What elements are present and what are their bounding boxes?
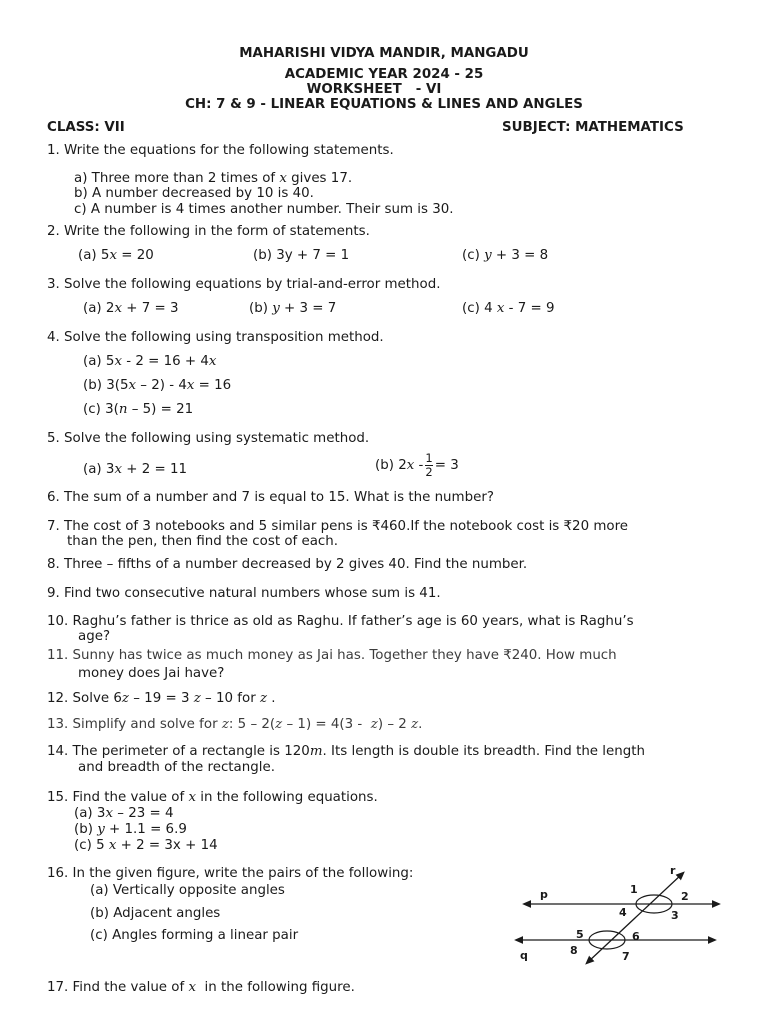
question-16b: (b) Adjacent angles: [90, 906, 221, 921]
question-17: 17. Find the value of x in the following figure.: [47, 980, 355, 995]
angle-label-5: 5: [576, 928, 584, 941]
school-name: MAHARISHI VIDYA MANDIR, MANGADU: [239, 46, 529, 61]
question-5: 5. Solve the following using systematic method.: [47, 431, 370, 446]
question-16c: (c) Angles forming a linear pair: [90, 928, 299, 943]
chapter-title: CH: 7 & 9 - LINEAR EQUATIONS & LINES AND ANGLES: [185, 97, 583, 112]
fraction-one-half: $\frac{1}{2}$: [425, 451, 433, 479]
angle-label-8: 8: [570, 944, 578, 957]
angle-label-3: 3: [671, 909, 679, 922]
angle-label-2: 2: [681, 890, 689, 903]
question-2a: (a) 5x = 20: [78, 248, 154, 263]
subject-label: SUBJECT: MATHEMATICS: [502, 120, 684, 135]
question-9: 9. Find two consecutive natural numbers whose sum is 41.: [47, 586, 441, 601]
question-16a: (a) Vertically opposite angles: [90, 883, 285, 898]
question-14: 14. The perimeter of a rectangle is 120m. Its length is double its breadth. Find the length: [47, 744, 645, 759]
question-15a: (a) 3x – 23 = 4: [74, 806, 174, 821]
question-15b: (b) y + 1.1 = 6.9: [74, 822, 187, 837]
angle-label-6: 6: [632, 930, 640, 943]
question-13: 13. Simplify and solve for z: 5 – 2(z – 1) = 4(3 - z) – 2 z.: [47, 717, 423, 732]
label-p: p: [540, 888, 548, 901]
question-2c: (c) y + 3 = 8: [462, 248, 549, 263]
question-3a: (a) 2x + 7 = 3: [83, 301, 179, 316]
question-1a: a) Three more than 2 times of x gives 17.: [74, 171, 353, 186]
question-4: 4. Solve the following using transposition method.: [47, 330, 384, 345]
question-15c: (c) 5 x + 2 = 3x + 14: [74, 838, 218, 853]
question-2: 2. Write the following in the form of statements.: [47, 224, 370, 239]
question-3c: (c) 4 x - 7 = 9: [462, 301, 555, 316]
question-8: 8. Three – fifths of a number decreased by 2 gives 40. Find the number.: [47, 557, 528, 572]
question-5b: (b) 2x - $\frac{1}{2}$ = 3: [375, 451, 459, 479]
question-11-line2: money does Jai have?: [78, 666, 225, 681]
question-6: 6. The sum of a number and 7 is equal to 15. What is the number?: [47, 490, 494, 505]
question-1: 1. Write the equations for the following statements.: [47, 143, 394, 158]
question-7-line2: than the pen, then find the cost of each.: [67, 534, 339, 549]
question-7: 7. The cost of 3 notebooks and 5 similar pens is ₹460.If the notebook cost is ₹20 more: [47, 519, 629, 534]
label-q: q: [520, 949, 528, 962]
class-label: CLASS: VII: [47, 120, 125, 135]
question-1b: b) A number decreased by 10 is 40.: [74, 186, 314, 201]
question-3: 3. Solve the following equations by trial-and-error method.: [47, 277, 441, 292]
question-15: 15. Find the value of x in the following equations.: [47, 790, 378, 805]
question-10-line2: age?: [78, 629, 111, 644]
angle-label-1: 1: [630, 883, 638, 896]
question-1c: c) A number is 4 times another number. Their sum is 30.: [74, 202, 454, 217]
parallel-lines-figure: [510, 862, 725, 967]
worksheet-title: WORKSHEET - VI: [306, 82, 442, 97]
question-12: 12. Solve 6z – 19 = 3 z – 10 for z .: [47, 691, 276, 706]
question-11: 11. Sunny has twice as much money as Jai has. Together they have ₹240. How much: [47, 648, 617, 663]
question-10: 10. Raghu’s father is thrice as old as Raghu. If father’s age is 60 years, what is Raghu’s: [47, 614, 634, 629]
question-4a: (a) 5x - 2 = 16 + 4x: [83, 354, 217, 369]
question-4b: (b) 3(5x – 2) - 4x = 16: [83, 378, 232, 393]
question-14-line2: and breadth of the rectangle.: [78, 760, 275, 775]
question-16: 16. In the given figure, write the pairs of the following:: [47, 866, 414, 881]
academic-year: ACADEMIC YEAR 2024 - 25: [284, 67, 484, 82]
angle-label-7: 7: [622, 950, 630, 963]
question-4c: (c) 3(n – 5) = 21: [83, 402, 194, 417]
angle-label-4: 4: [619, 906, 627, 919]
label-r: r: [670, 864, 676, 877]
question-5a: (a) 3x + 2 = 11: [83, 462, 188, 477]
question-2b: (b) 3y + 7 = 1: [253, 248, 350, 263]
question-3b: (b) y + 3 = 7: [249, 301, 337, 316]
